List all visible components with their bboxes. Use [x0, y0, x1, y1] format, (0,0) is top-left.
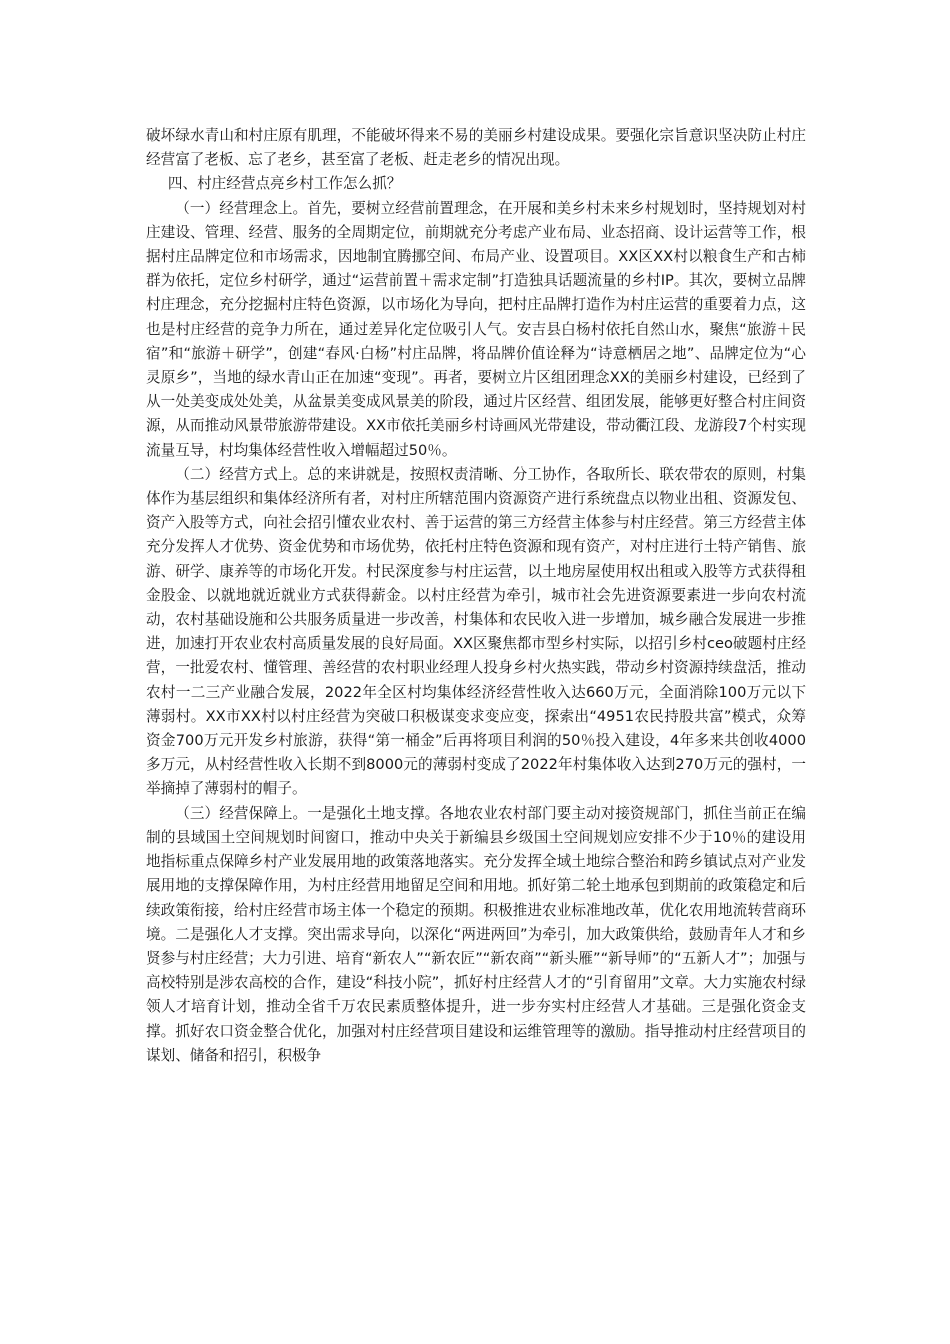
paragraph-operating-philosophy: （一）经营理念上。首先，要树立经营前置理念，在开展和美乡村未来乡村规划时，坚持规划对村庄建设、管理、经营、服务的全周期定位，前期就充分考虑产业布局、业态招商、设计运营等工作，根据村庄品牌定位和市场需求，因地制宜腾挪空间、布局产业、设置项目。XX区XX村以粮食生产和古柿群为依托，定位乡村研学，通过“运营前置＋需求定制”打造独具话题流量的乡村IP。其次，要树立品牌村庄理念，充分挖掘村庄特色资源，以市场化为导向，把村庄品牌打造作为村庄运营的重要着力点，这也是村庄经营的竞争力所在，通过差异化定位吸引人气。安吉县白杨村依托自然山水，聚焦“旅游＋民宿”和“旅游＋研学”，创建“春风·白杨”村庄品牌，将品牌价值诠释为“诗意栖居之地”、品牌定位为“心灵原乡”，当地的绿水青山正在加速“变现”。再者，要树立片区组团理念XX的美丽乡村建设，已经到了从一处美变成处处美，从盆景美变成风景美的阶段，通过片区经营、组团发展，能够更好整合村庄间资源，从而推动风景带旅游带建设。XX市依托美丽乡村诗画风光带建设，带动衢江段、龙游段7个村实现流量互导，村均集体经营性收入增幅超过50％。: [146, 199, 806, 459]
paragraph-operating-methods: （二）经营方式上。总的来讲就是，按照权责清晰、分工协作，各取所长、联农带农的原则，村集体作为基层组织和集体经济所有者，对村庄所辖范围内资源资产进行系统盘点以物业出租、资源发包、资产入股等方式，向社会招引懂农业农村、善于运营的第三方经营主体参与村庄经营。第三方经营主体充分发挥人才优势、资金优势和市场优势，依托村庄特色资源和现有资产，对村庄进行土特产销售、旅游、研学、康养等的市场化开发。村民深度参与村庄运营，以土地房屋使用权出租或入股等方式获得租金股金、以就地就近就业方式获得薪金。以村庄经营为牵引，城市社会先进资源要素进一步向农村流动，农村基础设施和公共服务质量进一步改善，村集体和农民收入进一步增加，城乡融合发展进一步推进，加速打开农业农村高质量发展的良好局面。XX区聚焦都市型乡村实际，以招引乡村ceo破题村庄经营，一批爱农村、懂管理、善经营的农村职业经理人投身乡村火热实践，带动乡村资源持续盘活，推动农村一二三产业融合发展，2022年全区村均集体经济经营性收入达660万元，全面消除100万元以下薄弱村。XX市XX村以村庄经营为突破口积极谋变求变应变，探索出“4951农民持股共富”模式，众筹资金700万元开发乡村旅游，获得“第一桶金”后再将项目利润的50％投入建设，4年多来共创收4000多万元，从村经营性收入长期不到8000元的薄弱村变成了2022年村集体收入达到270万元的强村，一举摘掉了薄弱村的帽子。: [146, 465, 806, 798]
paragraph-continued: 破坏绿水青山和村庄原有肌理，不能破坏得来不易的美丽乡村建设成果。要强化宗旨意识坚决防止村庄经营富了老板、忘了老乡，甚至富了老板、赶走老乡的情况出现。: [146, 127, 806, 169]
section-heading-four: 四、村庄经营点亮乡村工作怎么抓？: [167, 175, 402, 193]
paragraph-operating-guarantees: （三）经营保障上。一是强化土地支撑。各地农业农村部门要主动对接资规部门，抓住当前正在编制的县域国土空间规划时间窗口，推动中央关于新编县乡级国土空间规划应安排不少于10％的建设用地指标重点保障乡村产业发展用地的政策落地落实。充分发挥全域土地综合整治和跨乡镇试点对产业发展用地的支撑保障作用，为村庄经营用地留足空间和用地。抓好第二轮土地承包到期前的政策稳定和后续政策衔接，给村庄经营市场主体一个稳定的预期。积极推进农业标准地改革，优化农用地流转营商环境。二是强化人才支撑。突出需求导向，以深化“两进两回”为牵引，加大政策供给，鼓励青年人才和乡贤参与村庄经营；大力引进、培育“新农人”“新农匠”“新农商”“新头雁”“新导师”的“五新人才”；加强与高校特别是涉农高校的合作，建设“科技小院”，抓好村庄经营人才的“引育留用”文章。大力实施农村绿领人才培育计划，推动全省千万农民素质整体提升，进一步夯实村庄经营人才基础。三是强化资金支撑。抓好农口资金整合优化，加强对村庄经营项目建设和运维管理等的激励。指导推动村庄经营项目的谋划、储备和招引，积极争: [146, 804, 806, 1064]
document-page: [146, 124, 806, 1068]
